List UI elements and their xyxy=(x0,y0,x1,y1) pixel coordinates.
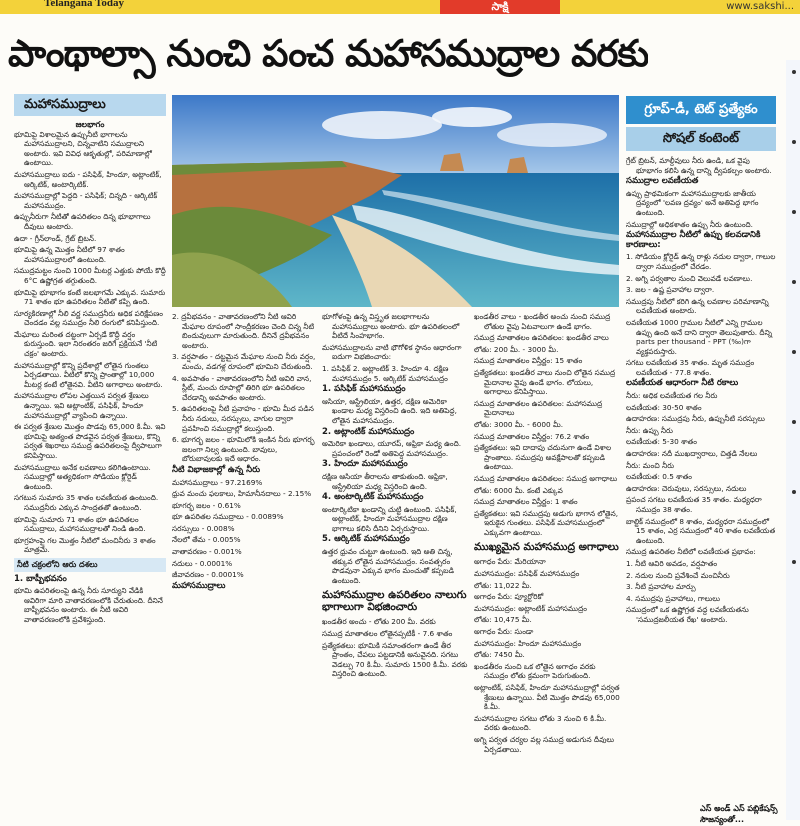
col3-fact: సముద్ర మాతాతలం లోతైనప్పటికీ - 7.6 శాతం xyxy=(322,629,453,639)
sidebar-para: 3. నీటి ప్రవాహాల మార్పు xyxy=(626,582,696,592)
sidebar-para: లవణీయత: 5-30 శాతం xyxy=(626,437,697,447)
col3-para: మహాసముద్రాలను వాటి భౌగోళిక స్థానం ఆధారంగా ఐదుగా విభజించారు: xyxy=(322,342,462,362)
sakshi-logo: సాక్షి xyxy=(440,0,560,14)
sidebar-para: బాల్టిక్ సముద్రంలో 8 శాతం, మధ్యధరా సముద్రంలో 15 శాతం, ఎర్ర సముద్రంలో 40 శాతం లవణీయత ఉంటుంది. xyxy=(626,516,776,545)
sidebar-para: ఉప్పు ప్రాథమికంగా మహాసముద్రాలకు జాతీయ ద్రవ్యంలో 'లవణ ద్రవ్యం' అనే అతిపెద్ద భాగం ఉంటుంది. xyxy=(626,188,759,217)
col4-para: సముద్ర మాతాతలం విస్తీర్ణం: 15 శాతం xyxy=(474,356,583,366)
col4-trench: లోతు: 7450 మీ. xyxy=(474,650,525,660)
sidebar-para: లవణీయత: 0.5 శాతం xyxy=(626,472,692,482)
sidebar-para: సముద్ర ఉపరితల నీటిలో లవణీయత ప్రభావం: xyxy=(626,547,756,557)
sidebar-para: నీరు: మంచి నీరు xyxy=(626,460,675,470)
col4-trench: మహాసముద్రం: హిందూ మహాసముద్రం xyxy=(474,638,582,648)
col1-stage-text: భూమి ఉపరితలంపై ఉన్న నీరు సూర్యుని వేడికి ఆవిరిగా మారి వాతావరణంలోకి చేరుతుంది. దీనినే బాష్పీభవనం అంటారు. ఈ నీటి ఆవిరి వాతావరణంలోకి ప్రవేశిస్తుంది. xyxy=(14,586,163,624)
col2-dist-item: సరస్సులు - 0.008% xyxy=(172,523,235,533)
col1-para: భూగ్రహంపై గల మొత్తం నీటిలో మంచినీరు 3 శాతం మాత్రమే. xyxy=(14,535,156,555)
col4-trench: మహాసముద్రం: అట్లాంటిక్ మహాసముద్రం xyxy=(474,603,587,613)
col4-para: ఖండతీర వాలు - ఖండతీర అంచు నుంచి సముద్ర లోతుల వైపు ఏటవాలుగా ఉండే భాగం. xyxy=(474,312,611,331)
page-headline: పాంథాల్సా నుంచి పంచ మహాసముద్రాల వరకు xyxy=(8,32,648,75)
col1-para: భూమిపై భూభాగం కంటే జలభాగమే ఎక్కువ. సుమారు 71 శాతం భూ ఉపరితలం నీటితో కప్పి ఉంది. xyxy=(14,287,166,307)
col3-ocean-heading: 1. పసిఫిక్ మహాసముద్రం xyxy=(322,384,406,395)
col3-ocean-heading: 5. ఆర్కిటిక్ మహాసముద్రం xyxy=(322,534,410,545)
col1-stage-heading: 1. బాష్పీభవనం xyxy=(14,573,67,584)
col1-para: సగటున సుమారు 35 శాతం లవణీయత ఉంటుంది. సముద్రనీరు ఎక్కువ సాంద్రతతో ఉంటుంది. xyxy=(14,493,159,512)
col3-fact: ప్రత్యేకతలు: భూమికి సమాంతరంగా ఉండే తీర ప్రాంతం, చేపలు పట్టడానికి అనువైనది. సగటు వెడల్పు 70 కి.మీ. సుమారు 1500 కి.మీ. వరకు విస్తరించి ఉంటుంది. xyxy=(322,640,468,679)
col1-para: సముద్రమట్టం నుంచి 1000 మీటర్ల ఎత్తుకు పోయే కొద్దీ 6°C ఉష్ణోగ్రత తగ్గుతుంది. xyxy=(14,266,166,285)
col3-fact: ఖండతీర అంచు - లోతు 200 మీ. వరకు xyxy=(322,617,436,627)
col3-ocean-heading: 3. హిందూ మహాసముద్రం xyxy=(322,459,408,470)
col4-big-heading: ముఖ్యమైన మహాసముద్ర అగాధాలు xyxy=(474,541,619,554)
col4-para: సముద్ర మాతాతలం విస్తీర్ణం: 76.2 శాతం xyxy=(474,431,590,441)
sidebar-para: సగటు లవణీయత 35 శాతం. మృత సముద్రం లవణీయత - 77.8 శాతం. xyxy=(626,358,755,377)
col1-para: భూమిపై విశాలమైన ఉప్పునీటి భాగాలను మహాసముద్రాలని, చిన్నవాటిని సముద్రాలని అంటారు. ఇవి వివిధ ఆకృతుల్లో, పరిమాణాల్లో ఉంటాయి. xyxy=(14,129,152,168)
sidebar-para: 1. నీటి ఆవిరి అవడం, వర్షపాతం xyxy=(626,558,718,568)
col2-dist-item: భూగర్భ జలం - 0.61% xyxy=(172,500,241,510)
col3-ocean-heading: 2. అట్లాంటిక్ మహాసముద్రం xyxy=(322,426,415,437)
col4-para: లోతు: 6000 మీ. కంటే ఎక్కువ xyxy=(474,485,563,495)
sidebar-heading: లవణీయత ఆధారంగా నీటి రకాలు xyxy=(626,378,739,389)
col4-para: ప్రత్యేకతలు: ఖండతీర వాలు నుంచి లోతైన సముద్ర మైదానాల వైపు ఉండే భాగం. లోయలు, అగాధాలు కనిపిస్తాయి. xyxy=(474,367,616,397)
next-page-edge xyxy=(786,60,800,820)
publisher-credit: ఎస్ అండ్ ఎస్ పబ్లికేషన్స్ సౌజన్యంతో... xyxy=(700,804,778,824)
col2-para: 5. ఉపరితలంపై నీటి ప్రవాహం - భూమి మీద పడిన నీరు నదులు, సరస్సులు, వాగుల ద్వారా ప్రవహించి సముద్రాల్లో కలుస్తుంది. xyxy=(172,404,314,433)
col-2 xyxy=(172,312,316,817)
col1-para: మేఘాలు మరింత దట్టంగా ఏర్పడే కొద్దీ వర్షం కురుస్తుంది. ఇలా నిరంతరం జరిగే ప్రక్రియనే 'నీటి చక్రం' అంటారు. xyxy=(14,329,158,359)
sidebar-para: సముద్రాల్లో అధికశాతం ఉప్పు నీరు ఉంటుంది. xyxy=(626,219,753,229)
sidebar-para: సముద్రంలో ఒక ఉష్ణోగ్రత వద్ద లవణీయతను 'సముద్రజలీయత రేఖ' అంటారు. xyxy=(626,605,749,624)
col3-ocean-heading: 4. అంటార్కిటిక్ మహాసముద్రం xyxy=(322,492,424,503)
sidebar-para: లవణీయత 1000 గ్రాముల నీటిలో ఎన్ని గ్రాముల ఉప్పు ఉంది అనే దాని ద్వారా తెలుపుతారు. దీన్ని parts per thousand - PPT (‰)గా వ్యక్తపరుస్తారు. xyxy=(626,317,773,356)
col4-trench: అగాధం పేరు: సుండా xyxy=(474,627,534,637)
col2-dist-item: మహాసముద్రాలు - 97.2169% xyxy=(172,477,263,487)
sidebar-para: 2. అగ్ని పర్వతాల నుంచి వెలువడే లవణాలు. xyxy=(626,273,753,283)
col-1 xyxy=(14,120,166,820)
col1-para: సూర్యకిరణాల్లో నీలి వర్ణ సముద్రనీరు అధిక పరిక్షేపణం చెందడం వల్ల సముద్రం నీలి రంగులో కనిపిస్తుంది. xyxy=(14,308,163,328)
col4-note: ఖండతీరం నుంచి ఒక లోతైన అగాధం వరకు సముద్రం లోతు క్రమంగా పెరుగుతుంది. xyxy=(474,661,596,681)
sidebar-para: 4. సముద్రపు ప్రవాహాలు, గాలులు xyxy=(626,593,721,603)
col4-trench: అగాధం పేరు: ప్యూర్టోరికో xyxy=(474,592,544,602)
sidebar-para: ప్రపంచ సగటు లవణీయత 35 శాతం. మధ్యధరా సముద్రం 38 శాతం. xyxy=(626,495,762,514)
sidebar-heading: మహాసముద్రాల నీటిలో ఉప్పు కలవడానికి కారణాలు: xyxy=(626,230,761,250)
col1-para: ఈ పర్వత శ్రేణుల మొత్తం పొడవు 65,000 కి.మీ. ఇవి భూమిపై అత్యంత పొడవైన పర్వత శ్రేణులు, కొన్ని పర్వత శిఖరాలు సముద్ర ఉపరితలంపై ద్వీపాలుగా కనిపిస్తాయి. xyxy=(14,422,166,460)
col2-para: 4. అవపాతం - వాతావరణంలోని నీటి ఆవిరి వాన, స్లీట్, మంచు రూపాల్లో తిరిగి భూ ఉపరితలం చేరడాన్ని అవపాతం అంటారు. xyxy=(172,373,312,402)
col3-ocean-text: ఆసియా, ఆస్ట్రేలియా, ఉత్తర, దక్షిణ అమెరికా ఖండాల మధ్య విస్తరించి ఉంది. ఇది అతిపెద్ద, లోతైన మహాసముద్రం. xyxy=(322,396,457,425)
col2-para: 2. ద్రవీభవనం - వాతావరణంలోని నీటి ఆవిరి మేఘాల రూపంలో సాంద్రీకరణం చెంది చిన్న నీటి బిందువులుగా మారుతుంది. దీనినే ద్రవీభవనం అంటారు. xyxy=(172,312,315,350)
col4-para: సముద్ర మాతాతలం విస్తీర్ణం: 1 శాతం xyxy=(474,497,578,507)
col-3 xyxy=(322,312,468,817)
col1-para: మహాసముద్రాల్లో కొన్ని ప్రదేశాల్లో లోతైన గుంతలు ఏర్పడతాయి. వీటిలో కొన్ని ప్రాంతాల్లో 10,000 మీటర్ల కంటే లోతైనవి. వీటిని అగాధాలు అంటారు. xyxy=(14,360,163,389)
col2-para: 6. భూగర్భ జలం - భూమిలోకి ఇంకిన నీరు భూగర్భ జలంగా నిల్వ ఉంటుంది. బావులు, బోరుబావులకు ఇదే ఆధారం. xyxy=(172,435,315,464)
col4-para: సముద్ర మాతాతలం ఉపరితలం: ఖండతీర వాలు xyxy=(474,333,609,343)
col4-trench: మహాసముద్రం: పసిఫిక్ మహాసముద్రం xyxy=(474,569,580,579)
sidebar-subtitle: సోషల్ కంటెంట్ xyxy=(626,127,776,151)
col2-para: 3. వర్షపాతం - దట్టమైన మేఘాల నుంచి నీరు వర్షం, మంచు, వడగళ్ల రూపంలో భూమిని చేరుతుంది. xyxy=(172,352,316,371)
sidebar-para: నీరు: ఉప్పు నీరు xyxy=(626,425,673,435)
col2-dist-item: భూ ఉపరితల సముద్రాలు - 0.0089% xyxy=(172,512,284,522)
col4-para: లోతు: 200 మీ. - 3000 మీ. xyxy=(474,344,559,354)
sidebar-para: సముద్రపు నీటిలో కరిగి ఉన్న లవణాల పరిమాణాన్ని లవణీయత అంటారు. xyxy=(626,296,769,316)
sidebar-para: నీరు: అధిక లవణీయత గల నీరు xyxy=(626,391,718,401)
col4-note: అగ్ని పర్వత చర్యల వల్ల సముద్ర అడుగున దీవులు ఏర్పడతాయి. xyxy=(474,734,615,754)
sidebar-title-banner: గ్రూప్-డీ, టెట్ ప్రత్యేకం xyxy=(626,96,776,124)
col2-dist-item: జీవావరణం - 0.0001% xyxy=(172,570,244,580)
col4-note: అట్లాంటిక్, పసిఫిక్, హిందూ మహాసముద్రాల్లో పర్వత శ్రేణులు ఉన్నాయి. వీటి మొత్తం పొడవు 65,000 కి.మీ. xyxy=(474,683,620,712)
col3-para: 1. పసిఫిక్ 2. అట్లాంటిక్ 3. హిందూ 4. దక్షిణ మహాసముద్రం 5. ఆర్కిటిక్ మహాసముద్రం xyxy=(322,363,449,383)
sidebar-para: ఉదాహరణ: నదీ ముఖద్వారాలు, చిత్తడి నేలలు xyxy=(626,449,758,459)
sidebar-para: 1. సోడియం క్లోరైడ్ ఉన్న రాళ్లు నదుల ద్వారా, గాలుల ద్వారా సముద్రంలో చేరడం. xyxy=(626,252,776,271)
col4-para: లోతు: 3000 మీ. - 6000 మీ. xyxy=(474,419,564,429)
col1-para: ఉదా - గ్రీన్‌లాండ్, గ్రేట్ బ్రిటన్. xyxy=(14,233,97,243)
col1-para: మహాసముద్రాల్లో పెద్దది - పసిఫిక్; చిన్నది - ఆర్కిటిక్ మహాసముద్రం. xyxy=(14,191,158,210)
col1-para: ఉప్పునీరుగా నీటితో ఉపరితలం దిన్న భూభాగాలు దీవులు అంటారు. xyxy=(14,212,151,231)
col4-para: ప్రత్యేకతలు: ఇవి సముద్రపు అడుగు భాగాన లోతైన, ఇరుకైన గుంతలు. పసిఫిక్ మహాసముద్రంలో ఎక్కువగా ఉంటాయి. xyxy=(474,508,619,537)
col3-ocean-text: దక్షిణ ఆసియా తీరాలను తాకుతుంది. ఆఫ్రికా, ఆస్ట్రేలియా మధ్య విస్తరించి ఉంది. xyxy=(322,471,448,491)
sidebar-column xyxy=(626,156,778,800)
col3-ocean-text: ఉత్తర ధ్రువం చుట్టూ ఉంటుంది. ఇది అతి చిన్న, తక్కువ లోతైన మహాసముద్రం. సంవత్సరం పొడవునా ఎక్కువ భాగం మంచుతో కప్పబడి ఉంటుంది. xyxy=(322,547,454,585)
col1-para: మహాసముద్రాలు అనేక లవణాలు కలిగిఉంటాయి. సముద్రాల్లో అత్యధికంగా సోడియం క్లోరైడ్ ఉంటుంది. xyxy=(14,462,151,491)
sidebar-para: ఉదాహరణ: సముద్రపు నీరు, ఉప్పునీటి సరస్సులు xyxy=(626,414,765,424)
sidebar-para: గ్రేట్ బ్రిటన్, మాల్దీవులు నీరు ఉండి, ఒక వైపు భూభాగం కలిసి ఉన్న దాన్ని ద్వీపకల్పం అంటారు. xyxy=(626,156,772,175)
sidebar-para: 3. జల - ఉష్ణ ప్రవాహాల ద్వారా. xyxy=(626,285,715,295)
col1-subhead: నీటి చక్రంలోని ఆరు దశలు xyxy=(14,558,166,572)
col1-para: మహాసముద్రాలు ఐదు - పసిఫిక్, హిందూ, అట్లాంటిక్, ఆర్కిటిక్, అంటార్కిటిక్. xyxy=(14,169,162,189)
twelve-apostles-photo xyxy=(172,95,619,307)
col1-title: జలభాగం xyxy=(75,120,105,129)
col2-dist-title: నీటి విభాజకాల్లో ఉన్న నీరు xyxy=(172,464,261,475)
sidebar-heading: సముద్రాల లవణీయత xyxy=(626,176,699,187)
col4-para: ప్రత్యేకతలు: ఇవి దాదాపు చదునుగా ఉండే విశాల ప్రాంతాలు. సముద్రపు అవక్షేపాలతో కప్పబడి ఉంటాయి. xyxy=(474,443,612,472)
col3-big-heading: మహాసముద్రాల ఉపరితలం నాలుగు భాగాలుగా విభజించారు xyxy=(322,589,467,614)
col2-dist-item: నదులు - 0.0001% xyxy=(172,558,233,568)
sidebar-para: లవణీయత: 30-50 శాతం xyxy=(626,402,702,412)
col4-trench: లోతు: 11,022 మీ. xyxy=(474,580,532,590)
masthead-logo: Telangana Today xyxy=(44,0,124,9)
sidebar-para: ఉదాహరణ: చెరువులు, సరస్సులు, నదులు xyxy=(626,483,747,493)
col4-para: సముద్ర మాతాతలం ఉపరితలం: మహాసముద్ర మైదానాలు xyxy=(474,398,603,418)
col4-para: సముద్ర మాతాతలం ఉపరితలం: సముద్ర అగాధాలు xyxy=(474,473,618,483)
col3-para: భూగోళంపై ఉన్న విస్తృత జలభాగాలను మహాసముద్రాలు అంటారు. భూ ఉపరితలంలో వీటిదే సింహభాగం. xyxy=(322,312,460,341)
site-url: www.sakshi... xyxy=(726,1,794,12)
col1-para: భూమిపై సుమారు 71 శాతం భూ ఉపరితలం సముద్రాలు, మహాసముద్రాలతో నిండి ఉంది. xyxy=(14,514,146,534)
section-label: మహాసముద్రాలు xyxy=(14,94,166,116)
col2-dist-item: నేలలో తేమ - 0.005% xyxy=(172,535,241,545)
col4-note: మహాసముద్రాల సగటు లోతు 3 నుంచి 6 కి.మీ. వరకు ఉంటుంది. xyxy=(474,713,607,733)
col1-para: భూమిపై ఉన్న మొత్తం నీటిలో 97 శాతం మహాసముద్రాలలో ఉంటుంది. xyxy=(14,245,125,264)
sidebar-para: 2. నదుల నుంచి ప్రవేశించే మంచినీరు xyxy=(626,570,730,580)
col2-dist-item: ధ్రువ మంచు ఫలకాలు, హిమానీనదాలు - 2.15% xyxy=(172,489,312,499)
col3-ocean-text: అంటార్కిటికా ఖండాన్ని చుట్టి ఉంటుంది. పసిఫిక్, అట్లాంటిక్, హిందూ మహాసముద్రాల దక్షిణ భాగాలు కలిసి దీనిని ఏర్పరుస్తాయి. xyxy=(322,504,457,533)
col1-para: మహాసముద్రాల లోపల ఎత్తయిన పర్వత శ్రేణులు ఉన్నాయి. ఇవి అట్లాంటిక్, పసిఫిక్, హిందూ మహాసముద్రాల్లో వ్యాపించి ఉన్నాయి. xyxy=(14,391,149,420)
col-4 xyxy=(474,312,620,817)
col4-trench: అగాధం పేరు: మేరియానా xyxy=(474,557,546,567)
col2-dist-item: వాతావరణం - 0.001% xyxy=(172,547,242,557)
col4-trench: లోతు: 10,475 మీ. xyxy=(474,615,532,625)
col2-foot: మహాసముద్రాలు xyxy=(172,580,226,591)
col3-ocean-text: అమెరికా ఖండాలు, యూరప్, ఆఫ్రికా మధ్య ఉంది. ప్రపంచంలో రెండో అతిపెద్ద మహాసముద్రం. xyxy=(322,439,462,458)
